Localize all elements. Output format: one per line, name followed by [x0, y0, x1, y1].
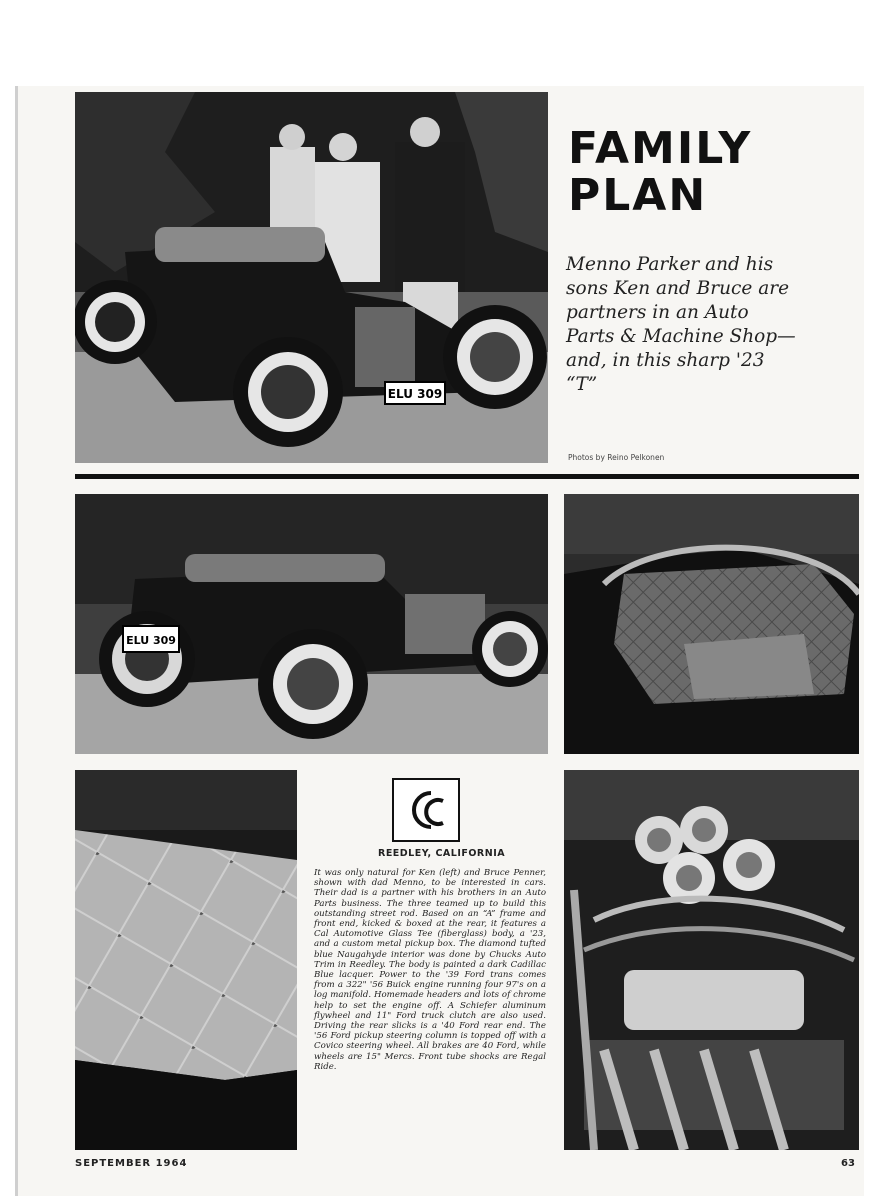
article-deck: Menno Parker and his sons Ken and Bruce are partners in an Auto Parts & Machine Shop—and, in this sharp '23 “T”	[566, 254, 796, 395]
location-label: REEDLEY, CALIFORNIA	[378, 848, 506, 859]
section-divider	[75, 474, 859, 479]
cc-logo	[392, 778, 460, 842]
photo-tufted-seat	[564, 494, 859, 754]
photo-upholstery-closeup	[75, 770, 297, 1150]
rear-plate-text: ELU 309	[126, 634, 176, 647]
headline-line-2: PLAN	[568, 170, 708, 221]
photo-credit: Photos by Reino Pelkonen	[568, 453, 665, 462]
article-body: It was only natural for Ken (left) and Bruce Penner, shown with dad Menno, to be interested in cars. Their dad is a partner with his brothers in an Auto Parts business. The three teamed up to build this outstanding street rod. Based on an “A” frame and front end, kicked & boxed at the rear, it features a Cal Automotive Glass Tee (fiberglass) body, a '23, and a custom metal pickup box. The diamond tufted blue Naugahyde interior was done by Chucks Auto Trim in Reedley. The body is painted a dark Cadillac Blue lacquer. Power to the '39 Ford trans comes from a 322" '56 Buick engine running four 97's on a log manifold. Homemade headers and lots of chrome help to set the engine off. A Schiefer aluminum flywheel and 11" Ford truck clutch are also used. Driving the rear slicks is a '40 Ford rear end. The '56 Ford pickup steering column is topped off with a Covico steering wheel. All brakes are 40 Ford, while wheels are 15" Mercs. Front tube shocks are Regal Ride.	[314, 868, 546, 1072]
photo-roadster-rear-view	[75, 494, 548, 754]
headline-line-1: FAMILY	[568, 123, 753, 174]
issue-date: SEPTEMBER 1964	[75, 1158, 188, 1169]
license-plate-text: ELU 309	[387, 387, 443, 401]
photo-buick-engine	[564, 770, 859, 1150]
article-headline	[568, 125, 858, 219]
page-number: 63	[841, 1158, 855, 1169]
photo-family-with-roadster	[75, 92, 548, 463]
